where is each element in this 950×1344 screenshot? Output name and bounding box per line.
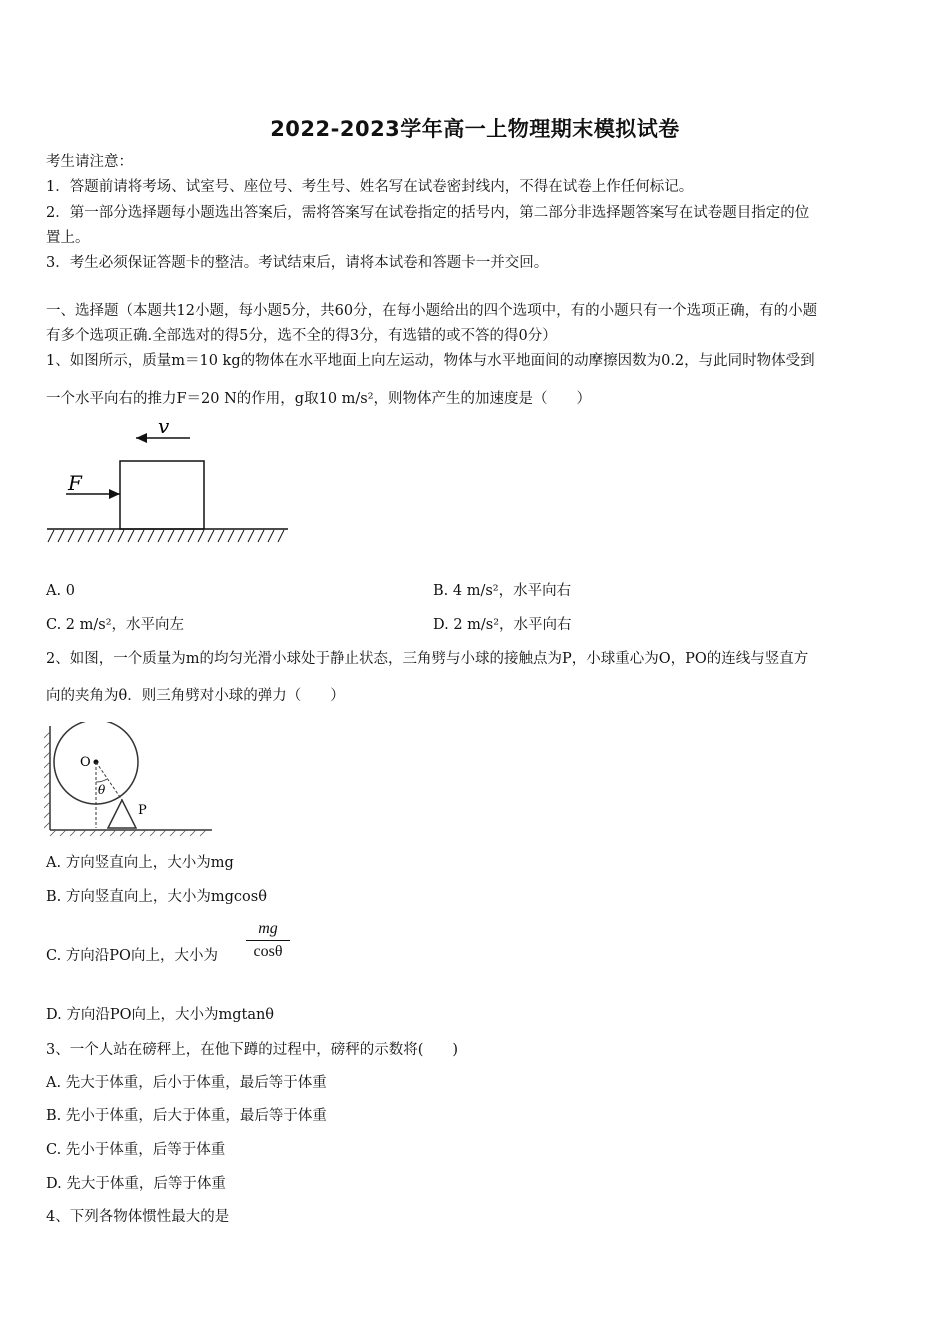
q2-fig-label-p: P [138, 803, 147, 818]
notice-item-2-cont: 置上。 [46, 230, 90, 246]
q1-option-a: A. 0 [46, 583, 75, 599]
q2-option-b: B. 方向竖直向上，大小为mgcosθ [46, 889, 267, 905]
q1-fig-label-v: v [158, 416, 170, 438]
notice-heading: 考生请注意： [46, 154, 133, 170]
q2-fig-label-o: O [80, 755, 91, 770]
q2-stem-line1: 2、如图，一个质量为m的均匀光滑小球处于静止状态，三角劈与小球的接触点为P，小球重心为O，PO的连线与竖直方 [46, 651, 809, 667]
q3-option-d: D. 先大于体重，后等于体重 [46, 1176, 226, 1192]
q2-option-d: D. 方向沿PO向上，大小为mgtanθ [46, 1007, 275, 1023]
notice-item-2: 2．第一部分选择题每小题选出答案后，需将答案写在试卷指定的括号内，第二部分非选择题答案写在试卷题目指定的位 [46, 205, 810, 221]
q2-figure [44, 722, 216, 838]
page-title: 2022-2023学年高一上物理期末模拟试卷 [270, 117, 680, 141]
q1-option-b: B. 4 m/s²，水平向右 [433, 583, 572, 599]
notice-item-1: 1．答题前请将考场、试室号、座位号、考生号、姓名写在试卷密封线内，不得在试卷上作任何标记。 [46, 179, 694, 195]
q2-fig-label-theta: θ [98, 783, 106, 797]
q2-option-c: C. 方向沿PO向上，大小为 [46, 948, 218, 964]
section-intro-line1: 一、选择题（本题共12小题，每小题5分，共60分，在每小题给出的四个选项中，有的小题只有一个选项正确，有的小题 [46, 303, 818, 319]
q2-option-a: A. 方向竖直向上，大小为mg [46, 855, 234, 871]
q1-stem-line2: 一个水平向右的推力F＝20 N的作用，g取10 m/s²，则物体产生的加速度是（ ） [46, 391, 592, 407]
q2-stem-line2: 向的夹角为θ．则三角劈对小球的弹力（ ） [46, 688, 345, 704]
q4-stem: 4、下列各物体惯性最大的是 [46, 1209, 230, 1225]
q2-option-c-denominator: cosθ [253, 943, 283, 960]
q1-option-d: D. 2 m/s²，水平向右 [433, 617, 572, 633]
q1-stem-line1: 1、如图所示，质量m＝10 kg的物体在水平地面上向左运动，物体与水平地面间的动摩擦因数为0.2，与此同时物体受到 [46, 353, 815, 369]
q3-stem: 3、一个人站在磅秤上，在他下蹲的过程中，磅秤的示数将( ) [46, 1042, 459, 1058]
notice-item-3: 3．考生必须保证答题卡的整洁。考试结束后，请将本试卷和答题卡一并交回。 [46, 255, 549, 271]
q3-option-b: B. 先小于体重，后大于体重，最后等于体重 [46, 1108, 327, 1124]
q1-option-c: C. 2 m/s²，水平向左 [46, 617, 185, 633]
section-intro-line2: 有多个选项正确.全部选对的得5分，选不全的得3分，有选错的或不答的得0分） [46, 328, 557, 344]
q1-figure [44, 416, 294, 546]
q3-option-c: C. 先小于体重，后等于体重 [46, 1142, 226, 1158]
q2-option-c-fraction [246, 920, 290, 961]
q1-fig-label-f: F [68, 471, 82, 495]
q3-option-a: A. 先大于体重，后小于体重，最后等于体重 [46, 1075, 327, 1091]
q2-option-c-numerator: mg [246, 920, 290, 941]
